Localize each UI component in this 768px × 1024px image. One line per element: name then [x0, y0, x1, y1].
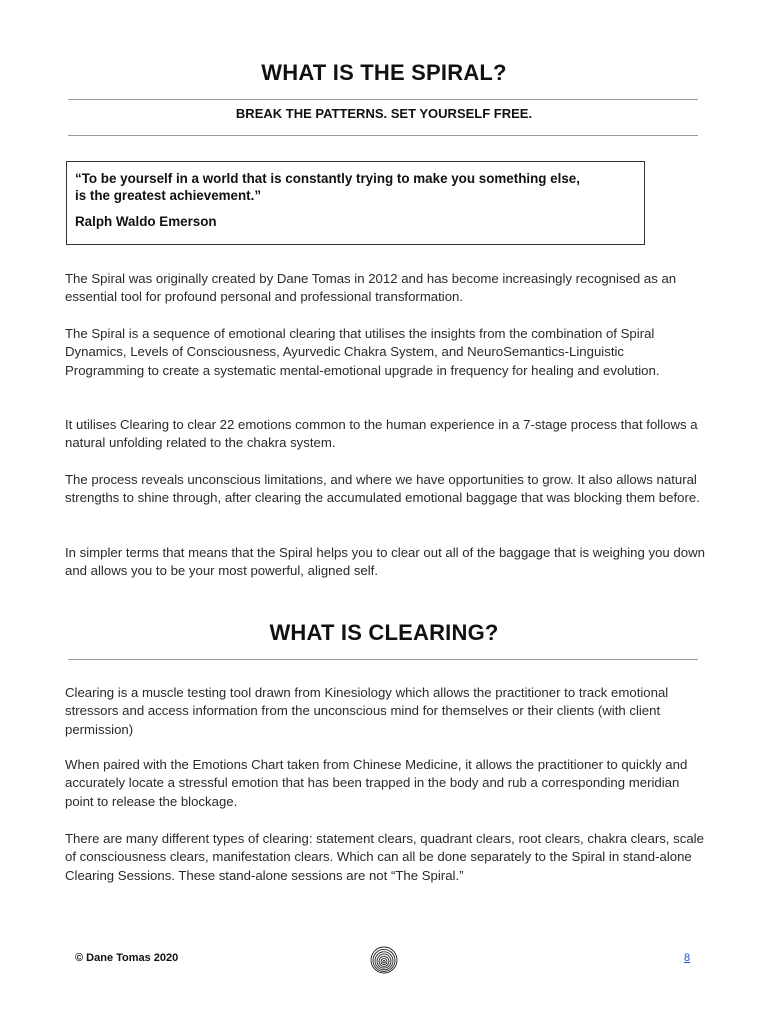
spiral-logo-icon — [370, 946, 398, 974]
spiral-paragraph-5: In simpler terms that means that the Spiral helps you to clear out all of the baggage that is weighing you down and allows you to be your most powerful, aligned self. — [65, 545, 705, 579]
subtitle-divider — [68, 135, 698, 136]
spiral-paragraph-1: The Spiral was originally created by Dane Tomas in 2012 and has become increasingly recognised as an essential tool for profound personal and professional transformation. — [65, 271, 677, 305]
clearing-paragraph-1: Clearing is a muscle testing tool drawn from Kinesiology which allows the practitioner to track emotional stressors and access information from the unconscious mind for themselves or their clients (with client permission) — [65, 685, 669, 737]
spiral-paragraph-4: The process reveals unconscious limitations, and where we have opportunities to grow. It also allows natural strengths to shine through, after clearing the accumulated emotional baggage that was blocking them before. — [65, 472, 700, 506]
quote-box — [66, 161, 645, 245]
title-divider — [68, 99, 698, 100]
clearing-paragraph-2: When paired with the Emotions Chart taken from Chinese Medicine, it allows the practitioner to quickly and accurately locate a stressful emotion that has been trapped in the body and rub a corresponding meridian point to release the blockage. — [65, 757, 688, 809]
quote-line-1: “To be yourself in a world that is constantly trying to make you something else, — [75, 171, 580, 186]
spiral-paragraph-3: It utilises Clearing to clear 22 emotions common to the human experience in a 7-stage process that follows a natural unfolding related to the chakra system. — [65, 417, 698, 451]
clearing-paragraph-3: There are many different types of clearing: statement clears, quadrant clears, root clears, chakra clears, scale of consciousness clears, manifestation clears. Which can all be done separately to the Spiral in stand-alone Clearing Sessions. These stand-alone sessions are not “The Spiral.” — [65, 831, 704, 883]
footer-copyright: © Dane Tomas 2020 — [75, 952, 179, 964]
page-subtitle: BREAK THE PATTERNS. SET YOURSELF FREE. — [235, 106, 533, 121]
quote-text — [75, 170, 638, 204]
quote-line-2: is the greatest achievement.” — [75, 188, 262, 203]
clearing-divider — [68, 659, 698, 660]
section-title-clearing: WHAT IS CLEARING? — [269, 620, 499, 645]
quote-author: Ralph Waldo Emerson — [75, 214, 217, 229]
page-title: WHAT IS THE SPIRAL? — [261, 60, 507, 85]
page-number-link[interactable]: 8 — [684, 952, 691, 964]
spiral-paragraph-2: The Spiral is a sequence of emotional clearing that utilises the insights from the combination of Spiral Dynamics, Levels of Consciousness, Ayurvedic Chakra System, and NeuroSemantics-Linguistic Programming to create a systematic mental-emotional upgrade in frequency for healing and evolution. — [65, 326, 660, 378]
